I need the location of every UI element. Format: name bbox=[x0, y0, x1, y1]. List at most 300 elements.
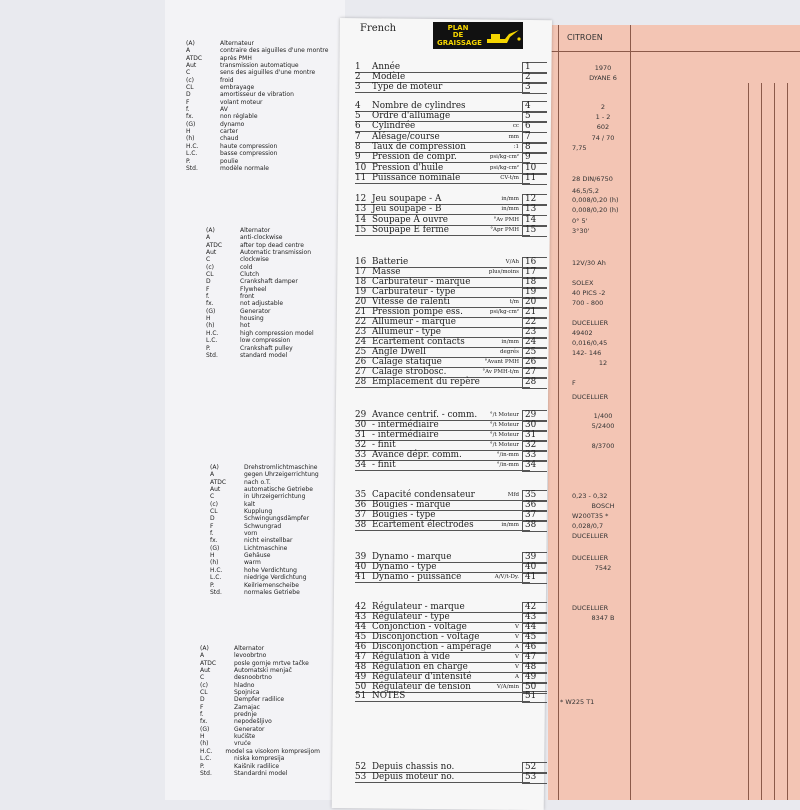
legend-row bbox=[210, 537, 330, 544]
spec-row-label: Pression de compr. bbox=[372, 152, 457, 162]
value-row-13: 0,008/0,20 (h) bbox=[572, 206, 619, 214]
legend-abbrev: L.C. bbox=[210, 574, 222, 582]
legend-abbrev: CL bbox=[206, 271, 214, 279]
legend-text: niska kompresija bbox=[234, 755, 285, 763]
legend-row bbox=[210, 479, 330, 486]
legend-abbrev: (h) bbox=[206, 322, 215, 330]
legend-row bbox=[200, 755, 320, 762]
spec-row-label: Ecartement électrodes bbox=[372, 520, 474, 530]
spec-row-number: 17 bbox=[355, 267, 367, 277]
spec-row-number: 19 bbox=[355, 287, 367, 297]
spec-row-unit: psi/kg-cm² bbox=[489, 165, 519, 171]
spec-row-unit: V/A/min bbox=[496, 684, 519, 690]
value-row-22: DUCELLIER bbox=[572, 319, 609, 327]
spec-row-26 bbox=[355, 358, 548, 367]
legend-abbrev: (G) bbox=[186, 120, 196, 128]
spec-row-18 bbox=[355, 278, 548, 287]
spec-row-30 bbox=[355, 421, 548, 430]
legend-text: vorn bbox=[244, 530, 258, 538]
spec-row-number: 46 bbox=[355, 642, 367, 652]
value-row-24: 0,016/0,45 bbox=[572, 339, 608, 347]
spec-row-48 bbox=[355, 663, 548, 672]
legend-abbrev: C bbox=[200, 674, 205, 682]
legend-abbrev: A bbox=[200, 652, 205, 660]
legend-row bbox=[206, 352, 326, 359]
legend-abbrev: ATDC bbox=[186, 54, 203, 62]
legend-text: hladno bbox=[234, 681, 255, 689]
legend-row bbox=[210, 493, 330, 500]
legend-row bbox=[186, 55, 336, 62]
spec-row-unit: A bbox=[515, 674, 519, 680]
legend-text: modèle normale bbox=[220, 164, 269, 172]
value-row-29: 1/400 bbox=[593, 412, 613, 420]
legend-text: embrayage bbox=[220, 84, 255, 92]
spec-row-unit: A bbox=[515, 644, 519, 650]
spec-row-unit: CV-t/m bbox=[500, 175, 519, 181]
spec-row-unit: °/t Moteur bbox=[489, 422, 519, 428]
legend-block bbox=[200, 645, 320, 777]
legend-text: dynamo bbox=[220, 120, 245, 128]
spec-row-number-right: 7 bbox=[525, 132, 531, 142]
legend-row bbox=[200, 682, 320, 689]
spec-row-number-right: 37 bbox=[525, 510, 537, 520]
legend-abbrev: D bbox=[210, 515, 215, 523]
spec-row-label: Année bbox=[372, 62, 401, 72]
spec-row-31 bbox=[355, 431, 548, 440]
spec-row-underline bbox=[355, 582, 530, 583]
spec-row-label: Calage strobosc. bbox=[372, 367, 447, 377]
value-row-15: 3°30' bbox=[572, 227, 590, 235]
legend-row bbox=[210, 582, 330, 589]
spec-row-46 bbox=[355, 643, 548, 652]
spec-row-34 bbox=[355, 461, 548, 470]
legend-text: Zamajac bbox=[234, 703, 260, 711]
legend-row bbox=[206, 330, 326, 337]
spec-row-44 bbox=[355, 623, 548, 632]
legend-row bbox=[200, 652, 320, 659]
legend-abbrev: (h) bbox=[186, 135, 195, 143]
spec-row-label: Masse bbox=[372, 267, 401, 277]
spec-row-35 bbox=[355, 491, 548, 500]
spec-row-28 bbox=[355, 378, 548, 387]
spec-row-label: Jeu soupape - A bbox=[372, 194, 442, 204]
spec-row-underline bbox=[355, 782, 530, 783]
value-row-12: 0,008/0,20 (h) bbox=[572, 196, 619, 204]
spec-row-number-right: 6 bbox=[525, 121, 531, 131]
legend-text: not adjustable bbox=[240, 300, 284, 308]
spec-row-number-right: 48 bbox=[525, 662, 537, 672]
spec-row-label: Régulation en charge bbox=[372, 662, 468, 672]
legend-row bbox=[210, 545, 330, 552]
legend-text: high compression model bbox=[240, 329, 314, 337]
spec-row-label: Dynamo - type bbox=[372, 562, 437, 572]
legend-row bbox=[186, 113, 336, 120]
spec-row-number: 22 bbox=[355, 317, 367, 327]
legend-text: gegen Uhrzeigerrichtung bbox=[244, 471, 319, 479]
legend-text: Spojnica bbox=[234, 689, 260, 697]
legend-text: Schwungrad bbox=[244, 522, 282, 530]
legend-row bbox=[186, 62, 336, 69]
legend-row bbox=[206, 293, 326, 300]
legend-text: poulie bbox=[220, 157, 239, 165]
spec-row-1 bbox=[355, 63, 548, 72]
legend-row bbox=[210, 559, 330, 566]
legend-text: Dempfer radilice bbox=[234, 696, 285, 704]
spec-row-17 bbox=[355, 268, 548, 277]
legend-text: Crankshaft damper bbox=[240, 278, 298, 286]
legend-row bbox=[186, 91, 336, 98]
spec-row-number: 53 bbox=[355, 772, 367, 782]
spec-row-number-right: 42 bbox=[525, 602, 537, 612]
legend-text: transmission automatique bbox=[220, 62, 299, 70]
legend-text: Gehäuse bbox=[244, 552, 271, 560]
legend-abbrev: H.C. bbox=[206, 329, 219, 337]
legend-row bbox=[210, 515, 330, 522]
legend-row bbox=[186, 150, 336, 157]
spec-row-number: 35 bbox=[355, 490, 367, 500]
legend-abbrev: H bbox=[206, 315, 211, 323]
spec-row-number: 11 bbox=[355, 173, 367, 183]
legend-abbrev: (G) bbox=[200, 725, 210, 733]
spec-row-unit: A/V/t-Dy. bbox=[494, 574, 519, 580]
value-row-14: 0° 5' bbox=[572, 217, 588, 225]
spec-row-label: Modèle bbox=[372, 72, 406, 82]
spec-row-unit: :1 bbox=[513, 144, 519, 150]
legend-row bbox=[210, 486, 330, 493]
spec-row-unit: t/m bbox=[509, 299, 519, 305]
legend-text: AV bbox=[220, 106, 228, 114]
spec-row-label: Régulation à vide bbox=[372, 652, 450, 662]
legend-row bbox=[200, 763, 320, 770]
values-header-rule bbox=[548, 51, 800, 52]
spec-row-label: Allumeur - marque bbox=[372, 317, 456, 327]
spec-row-number-right: 12 bbox=[525, 194, 537, 204]
spec-row-number-right: 16 bbox=[525, 257, 537, 267]
legend-row bbox=[200, 696, 320, 703]
logo-line-3: GRAISSAGE bbox=[437, 39, 482, 47]
value-row-35: 0,23 - 0,32 bbox=[572, 492, 608, 500]
legend-row bbox=[206, 308, 326, 315]
spec-row-29 bbox=[355, 411, 548, 420]
spec-row-number: 51 bbox=[355, 691, 367, 701]
spec-row-unit: V bbox=[515, 624, 519, 630]
spec-row-unit: plus/moins bbox=[488, 269, 519, 275]
spec-row-number: 26 bbox=[355, 357, 367, 367]
spec-row-unit: in/mm bbox=[501, 196, 519, 202]
brand-label: CITROEN bbox=[567, 33, 603, 42]
spec-row-number: 3 bbox=[355, 82, 361, 92]
value-row-51: * W225 T1 bbox=[560, 698, 595, 706]
spec-row-label: Ecartement contacts bbox=[372, 337, 465, 347]
legend-row bbox=[206, 264, 326, 271]
spec-row-label: Jeu soupape - B bbox=[372, 204, 442, 214]
legend-abbrev: A bbox=[186, 47, 191, 55]
spec-row-underline bbox=[355, 387, 530, 388]
legend-row bbox=[200, 674, 320, 681]
spec-row-number-right: 19 bbox=[525, 287, 537, 297]
spec-row-number-right: 20 bbox=[525, 297, 537, 307]
spec-row-label: - intermédiaire bbox=[372, 420, 439, 430]
legend-row bbox=[200, 740, 320, 747]
legend-row bbox=[206, 256, 326, 263]
legend-row bbox=[186, 165, 336, 172]
spec-row-number: 7 bbox=[355, 132, 361, 142]
spec-row-number-right: 52 bbox=[525, 762, 537, 772]
spec-row-20 bbox=[355, 298, 548, 307]
legend-row bbox=[206, 234, 326, 241]
spec-row-unit: Mfd bbox=[507, 492, 519, 498]
spec-row-label: Régulateur - marque bbox=[372, 602, 465, 612]
spec-row-number: 41 bbox=[355, 572, 367, 582]
legend-row bbox=[186, 143, 336, 150]
spec-row-number: 32 bbox=[355, 440, 367, 450]
legend-row bbox=[210, 508, 330, 515]
spec-row-number-right: 5 bbox=[525, 111, 531, 121]
legend-abbrev: (A) bbox=[200, 645, 209, 652]
spec-row-unit: °Apr PMH bbox=[490, 227, 519, 233]
logo-line-2: DE bbox=[452, 31, 464, 39]
legend-text: Lichtmaschine bbox=[244, 544, 288, 552]
legend-text: standard model bbox=[240, 351, 288, 359]
spec-row-8 bbox=[355, 143, 548, 152]
spec-row-underline bbox=[355, 92, 530, 93]
legend-text: hohe Verdichtung bbox=[244, 566, 297, 574]
value-row-36: BOSCH bbox=[591, 502, 615, 510]
spec-row-underline bbox=[355, 530, 530, 531]
legend-row bbox=[206, 315, 326, 322]
legend-abbrev: Std. bbox=[206, 351, 218, 359]
legend-text: hot bbox=[240, 322, 250, 330]
spec-row-label: Pression d'huile bbox=[372, 163, 444, 173]
legend-abbrev: (c) bbox=[186, 76, 194, 84]
spec-row-number-right: 49 bbox=[525, 672, 537, 682]
legend-abbrev: Std. bbox=[200, 769, 212, 777]
legend-row bbox=[200, 748, 320, 755]
legend-row bbox=[186, 99, 336, 106]
legend-row bbox=[206, 271, 326, 278]
spec-row-label: Dynamo - marque bbox=[372, 552, 452, 562]
legend-text: Kupplung bbox=[244, 508, 273, 516]
spec-row-number-right: 27 bbox=[525, 367, 537, 377]
spec-row-number-right: 30 bbox=[525, 420, 537, 430]
spec-row-36 bbox=[355, 501, 548, 510]
language-label: French bbox=[360, 23, 397, 34]
spec-row-51 bbox=[355, 692, 548, 701]
spec-row-unit: °/t Moteur bbox=[489, 412, 519, 418]
value-row-26: 12 bbox=[598, 359, 608, 367]
legend-abbrev: H bbox=[210, 552, 215, 560]
spec-row-label: Régulateur d'intensité bbox=[372, 672, 472, 682]
legend-text: Drehstromlichtmaschine bbox=[244, 464, 318, 471]
spec-row-number-right: 23 bbox=[525, 327, 537, 337]
value-row-23: 49402 bbox=[572, 329, 593, 337]
legend-text: haute compression bbox=[220, 142, 278, 150]
legend-text: normales Getriebe bbox=[244, 588, 300, 596]
legend-abbrev: Aut bbox=[186, 62, 197, 70]
value-row-1: 1970 bbox=[594, 64, 612, 72]
spec-row-number-right: 41 bbox=[525, 572, 537, 582]
value-row-37: W200T35 * bbox=[572, 512, 609, 520]
spec-row-label: - finit bbox=[372, 460, 396, 470]
spec-row-45 bbox=[355, 633, 548, 642]
spec-row-19 bbox=[355, 288, 548, 297]
spec-row-unit: cc bbox=[512, 123, 519, 129]
legend-abbrev: CL bbox=[186, 84, 194, 92]
legend-row bbox=[200, 645, 320, 652]
legend-abbrev: P. bbox=[200, 762, 205, 770]
legend-text: niedrige Verdichtung bbox=[244, 574, 307, 582]
spec-row-number-right: 14 bbox=[525, 215, 537, 225]
legend-row bbox=[186, 106, 336, 113]
legend-abbrev: (A) bbox=[210, 464, 219, 471]
spec-row-37 bbox=[355, 511, 548, 520]
spec-row-number: 16 bbox=[355, 257, 367, 267]
legend-text: model sa visokom kompresijom bbox=[225, 747, 320, 755]
legend-abbrev: ATDC bbox=[210, 478, 227, 486]
spec-row-number-right: 15 bbox=[525, 225, 537, 235]
spec-row-label: Bougies - type bbox=[372, 510, 436, 520]
value-row-25: 142- 146 bbox=[572, 349, 602, 357]
spec-row-number: 14 bbox=[355, 215, 367, 225]
legend-text: Generator bbox=[240, 307, 271, 315]
spec-row-label: Depuis moteur no. bbox=[372, 772, 455, 782]
legend-row bbox=[206, 242, 326, 249]
legend-abbrev: P. bbox=[206, 344, 211, 352]
spec-row-6 bbox=[355, 122, 548, 131]
spec-row-53 bbox=[355, 773, 548, 782]
value-row-8: 7,75 bbox=[572, 144, 587, 152]
value-row-19: 40 PICS -2 bbox=[572, 289, 606, 297]
spec-row-label: Batterie bbox=[372, 257, 409, 267]
legend-abbrev: Std. bbox=[210, 588, 222, 596]
legend-text: cold bbox=[240, 263, 253, 271]
spec-row-number: 6 bbox=[355, 121, 361, 131]
spec-row-number-right: 47 bbox=[525, 652, 537, 662]
spec-row-number-right: 32 bbox=[525, 440, 537, 450]
spec-row-15 bbox=[355, 226, 548, 235]
legend-abbrev: fx. bbox=[186, 113, 194, 121]
spec-row-number: 25 bbox=[355, 347, 367, 357]
spec-row-23 bbox=[355, 328, 548, 337]
spec-row-22 bbox=[355, 318, 548, 327]
legend-abbrev: (c) bbox=[200, 681, 208, 689]
spec-row-number-right: 29 bbox=[525, 410, 537, 420]
legend-text: chaud bbox=[220, 135, 239, 143]
spec-row-number: 49 bbox=[355, 672, 367, 682]
spec-row-label: Pression pompe ess. bbox=[372, 307, 463, 317]
spec-row-unit: psi/kg-cm² bbox=[489, 154, 519, 160]
legend-text: carter bbox=[220, 128, 238, 136]
spec-row-number: 10 bbox=[355, 163, 367, 173]
spec-row-unit: °/t Moteur bbox=[489, 432, 519, 438]
legend-text: low compression bbox=[240, 337, 291, 345]
value-row-18: SOLEX bbox=[572, 279, 594, 287]
spec-row-number-right: 35 bbox=[525, 490, 537, 500]
legend-text: kućište bbox=[234, 733, 256, 741]
legend-row bbox=[200, 689, 320, 696]
legend-row bbox=[210, 589, 330, 596]
legend-row bbox=[210, 552, 330, 559]
value-row-42: DUCELLIER bbox=[572, 604, 609, 612]
spec-row-number-right: 18 bbox=[525, 277, 537, 287]
spec-row-unit: °/in-mm bbox=[496, 462, 519, 468]
value-row-40: 7542 bbox=[594, 564, 612, 572]
legend-text: Crankshaft pulley bbox=[240, 344, 293, 352]
legend-abbrev: (G) bbox=[206, 307, 216, 315]
legend-abbrev: CL bbox=[200, 689, 208, 697]
spec-row-label: Ordre d'allumage bbox=[372, 111, 451, 121]
spec-row-10 bbox=[355, 164, 548, 173]
legend-text: nicht einstellbar bbox=[244, 537, 293, 545]
spec-row-2 bbox=[355, 73, 548, 82]
legend-text: Schwingungsdämpfer bbox=[244, 515, 310, 523]
spec-row-label: Avance centrif. - comm. bbox=[372, 410, 478, 420]
legend-text: anti-clockwise bbox=[240, 234, 283, 242]
spec-row-number-right: 2 bbox=[525, 72, 531, 82]
legend-abbrev: Aut bbox=[206, 249, 217, 257]
legend-row bbox=[206, 249, 326, 256]
spec-row-unit: mm bbox=[508, 134, 519, 140]
legend-row bbox=[200, 733, 320, 740]
spec-row-number-right: 40 bbox=[525, 562, 537, 572]
spec-row-number-right: 24 bbox=[525, 337, 537, 347]
legend-text: non réglable bbox=[220, 113, 258, 121]
spec-row-label: Vitesse de ralenti bbox=[372, 297, 450, 307]
spec-row-label: Bougies - marque bbox=[372, 500, 451, 510]
legend-text: prednje bbox=[234, 711, 257, 719]
spec-row-number: 52 bbox=[355, 762, 367, 772]
spec-row-label: - finit bbox=[372, 440, 396, 450]
spec-row-number-right: 3 bbox=[525, 82, 531, 92]
legend-abbrev: C bbox=[210, 493, 215, 501]
spec-row-number-right: 28 bbox=[525, 377, 537, 387]
spec-row-unit: V bbox=[515, 664, 519, 670]
legend-abbrev: H.C. bbox=[200, 747, 213, 755]
spec-row-label: Type de moteur bbox=[372, 82, 443, 92]
spec-row-number: 20 bbox=[355, 297, 367, 307]
spec-row-number-right: 26 bbox=[525, 357, 537, 367]
legend-block bbox=[210, 464, 330, 596]
legend-abbrev: H.C. bbox=[210, 566, 223, 574]
legend-row bbox=[210, 567, 330, 574]
spec-row-number: 30 bbox=[355, 420, 367, 430]
legend-text: front bbox=[240, 293, 255, 301]
spec-row-number: 9 bbox=[355, 152, 361, 162]
spec-row-number: 38 bbox=[355, 520, 367, 530]
spec-row-number-right: 53 bbox=[525, 772, 537, 782]
legend-abbrev: F bbox=[186, 98, 190, 106]
legend-row bbox=[186, 84, 336, 91]
spec-row-unit: in/mm bbox=[501, 522, 519, 528]
legend-text: contraire des aiguilles d'une montre bbox=[220, 47, 329, 55]
spec-row-unit: °/t Moteur bbox=[489, 442, 519, 448]
spec-row-number: 12 bbox=[355, 194, 367, 204]
spec-row-number-right: 45 bbox=[525, 632, 537, 642]
legend-text: vruće bbox=[234, 740, 251, 748]
legend-abbrev: (h) bbox=[210, 559, 219, 567]
legend-row bbox=[210, 574, 330, 581]
spec-row-number: 21 bbox=[355, 307, 367, 317]
spec-row-number: 29 bbox=[355, 410, 367, 420]
spec-row-underline bbox=[355, 235, 530, 236]
legend-text: Alternateur bbox=[220, 40, 254, 47]
value-row-30: 5/2400 bbox=[591, 422, 615, 430]
spec-row-number-right: 43 bbox=[525, 612, 537, 622]
spec-row-number: 47 bbox=[355, 652, 367, 662]
spec-row-number: 15 bbox=[355, 225, 367, 235]
oil-can-icon bbox=[483, 25, 521, 47]
spec-row-number-right: 36 bbox=[525, 500, 537, 510]
